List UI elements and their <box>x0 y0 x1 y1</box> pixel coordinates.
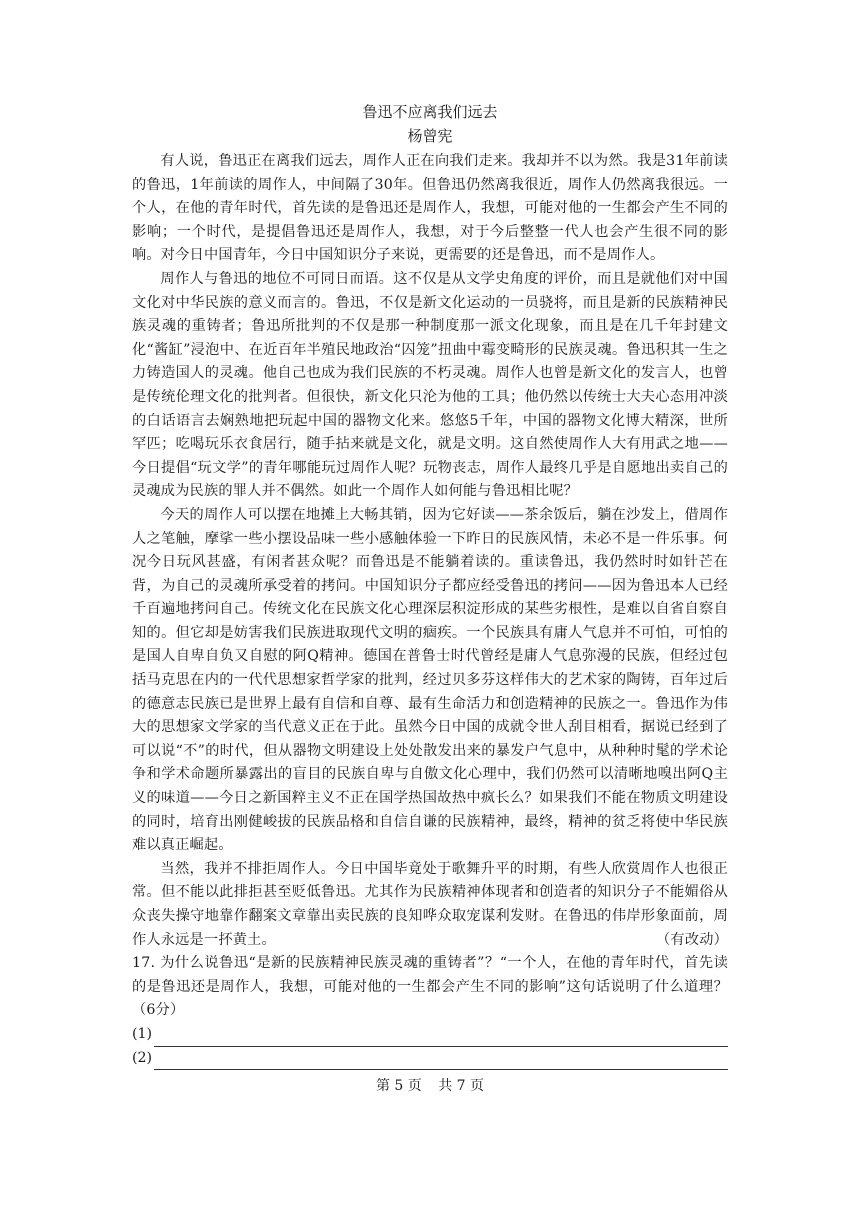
paragraph-2: 周作人与鲁迅的地位不可同日而语。这不仅是从文学史角度的评价，而且是就他们对中国文化对中华民族的意义而言的。鲁迅，不仅是新文化运动的一员骁将，而且是新的民族精神民族灵魂的重铸者；鲁迅所批判的不仅是那一种制度那一派文化现象，而且是在几千年封建文化“酱缸”浸泡中、在近百年半殖民地政治“囚笼”扭曲中霉变畸形的民族灵魂。鲁迅积其一生之力铸造国人的灵魂。他自己也成为我们民族的不朽灵魂。周作人也曾是新文化的发言人，也曾是传统伦理文化的批判者。但很快，新文化只沦为他的工具；他仍然以传统士大夫心态用冲淡的白话语言去娴熟地把玩起中国的器物文化来。悠悠5千年，中国的器物文化博大精深，世所罕匹；吃喝玩乐衣食居行，随手拈来就是文化，就是文明。这自然使周作人大有用武之地——今日提倡“玩文学”的青年哪能玩过周作人呢？玩物丧志，周作人最终几乎是自愿地出卖自己的灵魂成为民族的罪人并不偶然。如此一个周作人如何能与鲁迅相比呢？ <box>132 270 728 500</box>
document-page <box>132 100 728 1070</box>
article-author: 杨曾宪 <box>407 127 453 145</box>
answer-line-1[interactable] <box>132 1023 728 1047</box>
answer-label-1: (1) <box>132 1025 153 1042</box>
question-17: 17. 为什么说鲁迅“是新的民族精神民族灵魂的重铸者”？“一个人，在他的青年时代，首先读的是鲁迅还是周作人，我想，可能对他的一生都会产生不同的影响”这句话说明了什么道理？（6分） <box>132 955 728 1019</box>
answer-label-2: (2) <box>132 1049 153 1066</box>
page-number: 第 5 页 <box>375 1078 422 1094</box>
answer-line-2[interactable] <box>132 1047 728 1071</box>
paragraph-4-text: 当然，我并不排拒周作人。今日中国毕竟处于歌舞升平的时期，有些人欣赏周作人也很正常。但不能以此排拒甚至贬低鲁迅。尤其作为民族精神体现者和创造者的知识分子不能媚俗从众丧失操守地靠作翻案文章靠出卖民族的良知哗众取宠谋利发财。在鲁迅的伟岸形象面前，周作人永远是一抔黄土。 <box>132 860 728 948</box>
article-title: 鲁迅不应离我们远去 <box>362 103 498 121</box>
paragraph-3: 今天的周作人可以摆在地摊上大畅其销，因为它好读——茶余饭后，躺在沙发上，借周作人之笔触，摩挲一些小摆设品味一些小感触体验一下昨日的民族风情，未必不是一件乐事。何况今日玩风甚盛，有闲者甚众呢？而鲁迅是不能躺着读的。重读鲁迅，我仍然时时如针芒在背，为自己的灵魂所承受着的拷问。中国知识分子都应经受鲁迅的拷问——因为鲁迅本人已经千百遍地拷问自己。传统文化在民族文化心理深层积淀形成的某些劣根性，是难以自省自察自知的。但它却是妨害我们民族进取现代文明的痼疾。一个民族具有庸人气息并不可怕，可怕的是国人自卑自负又自慰的阿Q精神。德国在普鲁士时代曾经是庸人气息弥漫的民族，但经过包括马克思在内的一代代思想家哲学家的批判，经过贝多芬这样伟大的艺术家的陶铸，百年过后的德意志民族已是世界上最有自信和自尊、最有生命活力和创造精神的民族之一。鲁迅作为伟大的思想家文学家的当代意义正在于此。虽然今日中国的成就令世人刮目相看，据说已经到了可以说“不”的时代，但从器物文明建设上处处散发出来的暴发户气息中，从种种时髦的学术论争和学术命题所暴露出的盲目的民族自卑与自傲文化心理中，我们仍然可以清晰地嗅出阿Q主义的味道——今日之新国粹主义不正在国学热国故热中疯长么？如果我们不能在物质文明建设的同时，培育出刚健峻拔的民族品格和自信自谦的民族精神，最终，精神的贫乏将使中华民族难以真正崛起。 <box>132 506 728 854</box>
total-pages: 共 7 页 <box>438 1078 485 1094</box>
page-footer <box>0 1075 860 1095</box>
answer-blank-2[interactable] <box>154 1052 728 1070</box>
paragraph-4 <box>132 858 728 952</box>
answer-blank-1[interactable] <box>154 1029 728 1047</box>
source-note: （有改动） <box>656 931 728 948</box>
paragraph-1: 有人说，鲁迅正在离我们远去，周作人正在向我们走来。我却并不以为然。我是31年前读的鲁迅，1年前读的周作人，中间隔了30年。但鲁迅仍然离我很近，周作人仍然离我很远。一个人，在他的青年时代，首先读的是鲁迅还是周作人，我想，可能对他的一生都会产生不同的影响；一个时代，是提倡鲁迅还是周作人，我想，对于今后整整一代人也会产生很不同的影响。对今日中国青年，今日中国知识分子来说，更需要的还是鲁迅，而不是周作人。 <box>132 153 728 264</box>
